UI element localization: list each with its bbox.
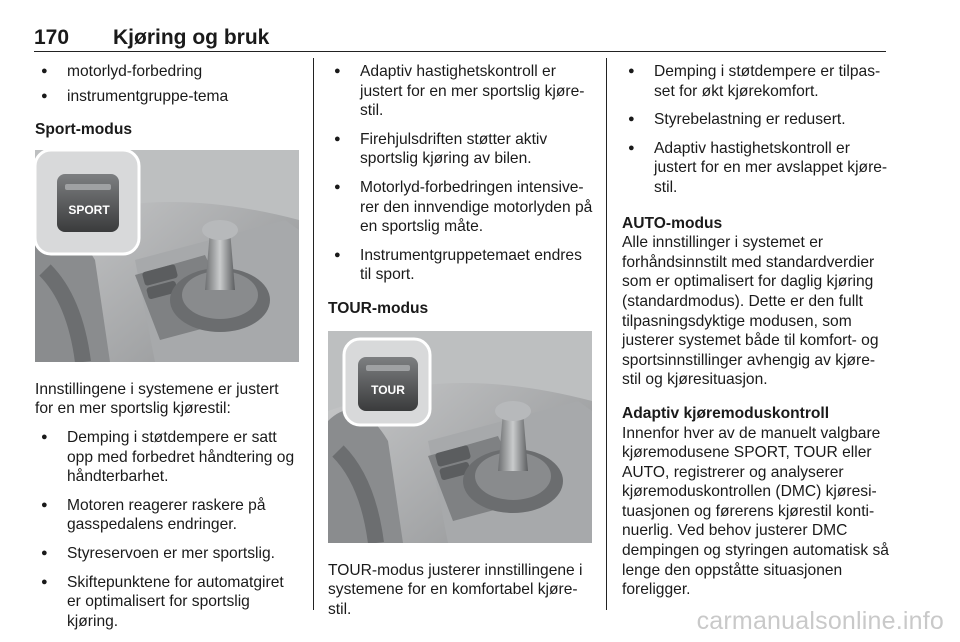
list-item: ● Skiftepunktene for automatgiret er optimalisert for sportslig kjøring. xyxy=(35,573,299,632)
header-rule xyxy=(34,51,886,52)
list-item: ● Styrebelastning er redusert. xyxy=(622,110,890,130)
list-item: ● Firehjulsdriften støtter aktiv sportslig kjøring av bilen. xyxy=(328,130,594,169)
list-item: ● Motorlyd-forbedringen intensive-rer den innvendige motorlyden på en sportslig måte. xyxy=(328,178,594,237)
sport-effects-list-continued xyxy=(328,62,594,285)
sport-button-label: SPORT xyxy=(68,202,110,217)
column-divider-2 xyxy=(606,58,607,610)
list-item: ● Styreservoen er mer sportslig. xyxy=(35,544,299,564)
adaptive-control-heading: Adaptiv kjøremoduskontroll xyxy=(622,404,830,422)
sport-mode-heading: Sport-modus xyxy=(35,121,133,139)
list-item: ● Demping i støtdempere er satt opp med forbedret håndtering og håndterbarhet. xyxy=(35,428,299,487)
list-item: ● instrumentgruppe-tema xyxy=(35,87,299,107)
tour-effects-list xyxy=(622,62,890,198)
tour-mode-heading: TOUR-modus xyxy=(328,299,429,317)
adaptive-control-text: Innenfor hver av de manuelt valgbare kjøremodusene SPORT, TOUR eller AUTO, registrerer og analyserer kjøremoduskontrollen (DMC) kjøresi-tuasjonen og førerens kjørestil konti-nuerlig. Ved behov justerer DMC dempingen og styringen automatisk så lenge den oppståtte situasjonen foreligger. xyxy=(622,424,889,599)
sport-intro-text: Innstillingene i systemene er justert for en mer sportslig kjørestil: xyxy=(35,380,279,418)
auto-mode-text: Alle innstillinger i systemet er forhåndsinnstilt med standardverdier som er optimalisert for daglig kjøring (standardmodus). Dette er den fullt tilpasningsdyktige modusen, som justerer systemet både til komfort- og sportsinnstillinger avhengig av kjøre-stil og kjøresituasjon. xyxy=(622,234,879,389)
list-item: ● motorlyd-forbedring xyxy=(35,62,299,82)
feature-list-top xyxy=(35,62,299,106)
column-divider-1 xyxy=(313,58,314,610)
column-1 xyxy=(35,62,299,640)
column-2 xyxy=(328,62,594,628)
watermark: carmanualsonline.info xyxy=(696,607,944,635)
tour-mode-text: TOUR-modus justerer innstillingene i systemene for en komfortabel kjøre-stil. xyxy=(328,561,583,618)
list-item: ● Demping i støtdempere er tilpas-set for økt kjørekomfort. xyxy=(622,62,890,101)
tour-button-label: TOUR xyxy=(371,382,405,397)
tour-mode-photo xyxy=(328,331,592,543)
page-number: 170 xyxy=(34,26,70,49)
auto-mode-heading: AUTO-modus xyxy=(622,214,723,232)
page-header xyxy=(34,26,886,52)
list-item: ● Instrumentgruppetemaet endres til sport. xyxy=(328,246,594,285)
column-3 xyxy=(622,62,890,609)
list-item: ● Adaptiv hastighetskontroll er justert for en mer avslappet kjøre-stil. xyxy=(622,139,890,198)
list-item: ● Adaptiv hastighetskontroll er justert for en mer sportslig kjøre-stil. xyxy=(328,62,594,121)
page-title: Kjøring og bruk xyxy=(113,26,270,49)
sport-mode-photo xyxy=(35,150,299,362)
sport-effects-list xyxy=(35,428,299,631)
list-item: ● Motoren reagerer raskere på gasspedalens endringer. xyxy=(35,496,299,535)
